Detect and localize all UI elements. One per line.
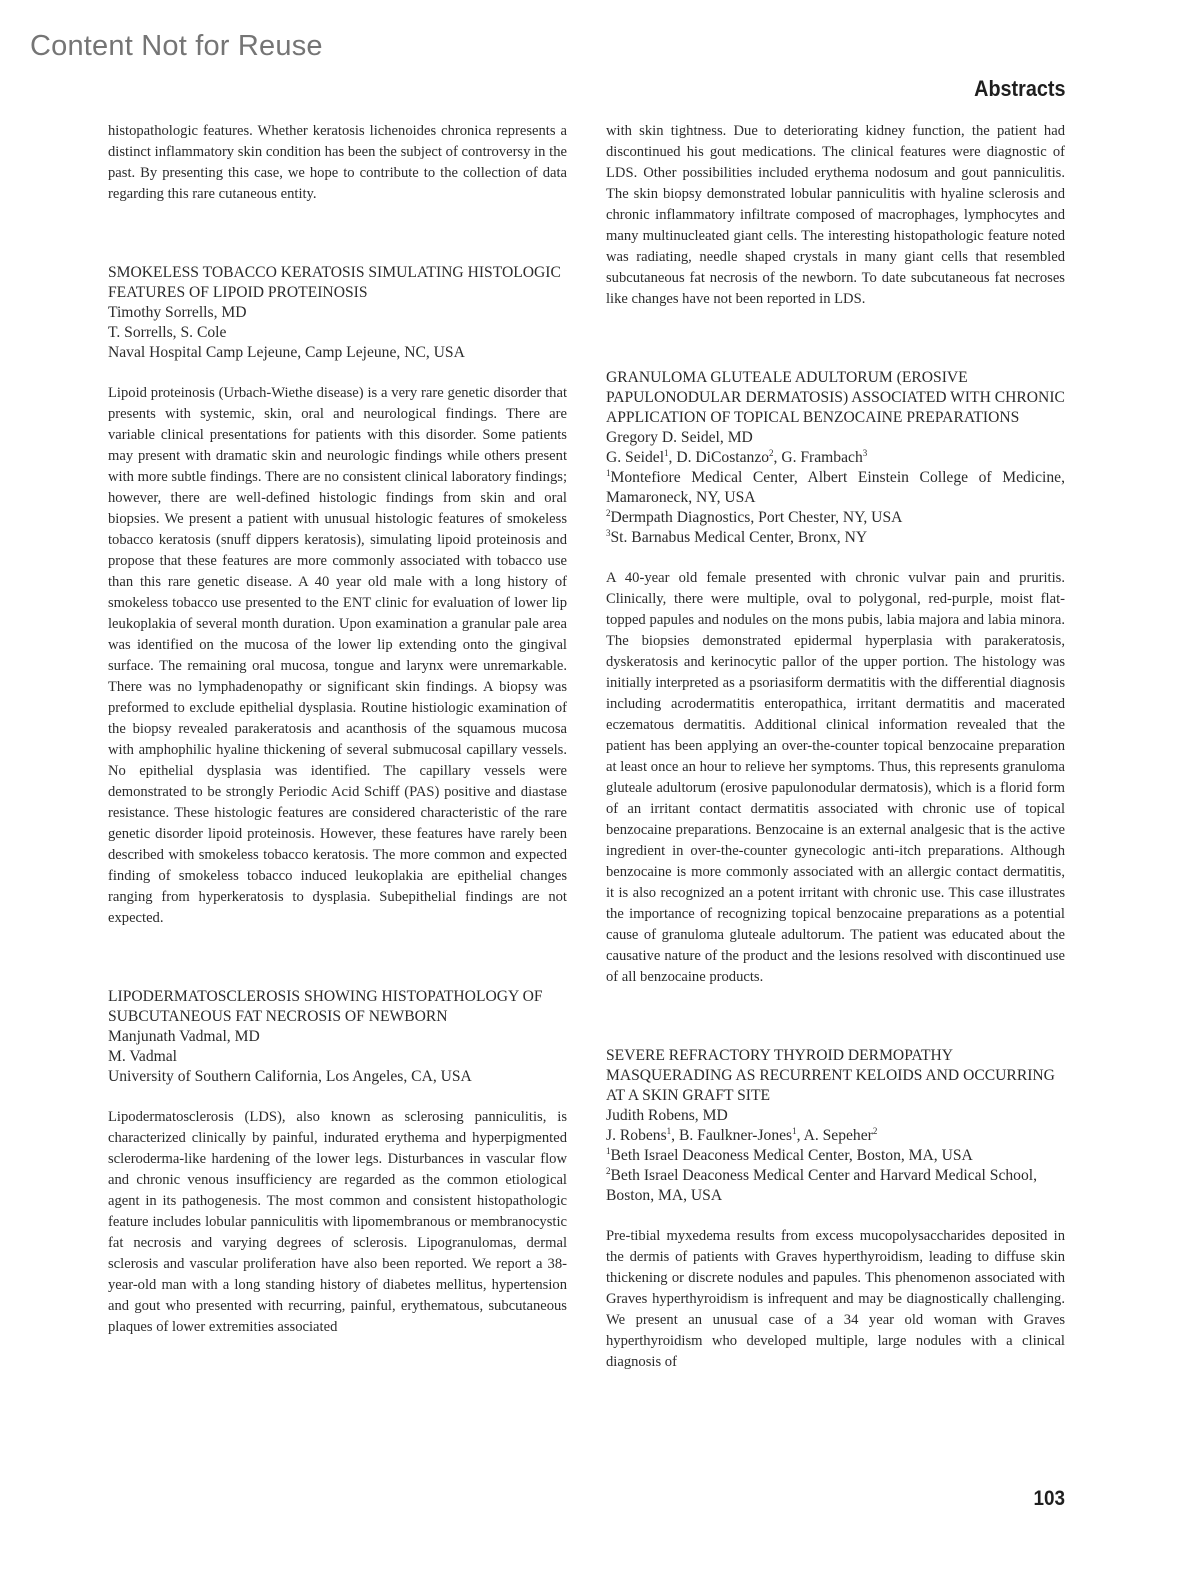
presenter: Timothy Sorrells, MD	[108, 304, 247, 321]
intro-text: histopathologic features. Whether keratosis lichenoides chronica represents a distinct inflammatory skin condition has been the subject of controversy in the past. By presenting this case, we hope to contribute to the collection of data regarding this rare cutaneous entity.	[108, 123, 567, 202]
author-name: D. DiCostanzo	[676, 449, 770, 466]
abstract-lipodermatosclerosis	[108, 987, 567, 1338]
abstract-smokeless-tobacco	[108, 263, 567, 929]
author-sep: ,	[668, 449, 677, 466]
authors	[606, 1126, 1065, 1146]
author-name: G. Frambach	[781, 449, 863, 466]
affiliation: $^1$Beth Israel Deaconess Medical Center, Boston, MA, USA	[606, 1145, 973, 1164]
affiliation: University of Southern California, Los Angeles, CA, USA	[108, 1068, 472, 1085]
author-sup: 2	[872, 1125, 878, 1136]
abstract-title: SEVERE REFRACTORY THYROID DERMOPATHY MASQUERADING AS RECURRENT KELOIDS AND OCCURRING AT A SKIN GRAFT SITE	[606, 1047, 1055, 1104]
presenter: Manjunath Vadmal, MD	[108, 1028, 260, 1045]
abstract-thyroid-dermopathy	[606, 1046, 1065, 1373]
affiliation-sup: 1	[606, 467, 611, 478]
affiliation: Naval Hospital Camp Lejeune, Camp Lejeune, NC, USA	[108, 344, 465, 361]
abstract-title: LIPODERMATOSCLEROSIS SHOWING HISTOPATHOLOGY OF SUBCUTANEOUS FAT NECROSIS OF NEWBORN	[108, 988, 543, 1025]
author-sup: 1	[664, 447, 669, 458]
affiliation-sup: 2	[606, 1165, 611, 1176]
abstract-title: GRANULOMA GLUTEALE ADULTORUM (EROSIVE PAPULONODULAR DERMATOSIS) ASSOCIATED WITH CHRONIC APPLICATION OF TOPICAL BENZOCAINE PREPARATIONS	[606, 369, 1065, 426]
author-sep: ,	[773, 449, 782, 466]
affiliation: $^2$Beth Israel Deaconess Medical Center and Harvard Medical School, Boston, MA, USA	[606, 1165, 1038, 1204]
affiliation-sup: 2	[606, 507, 611, 518]
abstract-body: Lipoid proteinosis (Urbach-Wiethe disease) is a very rare genetic disorder that presents with systemic, skin, oral and neurological findings. There are variable clinical presentations for patients with this disorder. Some patients may present with dramatic skin and neurologic findings while others present with more subtle findings. There are no consistent clinical laboratory findings; however, there are well-defined histologic findings from skin and oral biopsies. We present a patient with unusual histologic features of smokeless tobacco keratosis (snuff dippers keratosis), simulating lipoid proteinosis and propose that these features are more commonly associated with tobacco use than this rare genetic disease. A 40 year old male with a long history of smokeless tobacco use presented to the ENT clinic for evaluation of lower lip leukoplakia of several month duration. Upon examination a granular pale area was identified on the mucosa of the lower lip extending onto the gingival surface. The remaining oral mucosa, tongue and larynx were unremarkable. There was no lymphadenopathy or significant skin findings. A biopsy was preformed to exclude epithelial dysplasia. Routine histiologic examination of the biopsy revealed parakeratosis and acanthosis of the squamous mucosa with amphophilic hyaline thickening of several submucosal capillary vessels. No epithelial dysplasia was identified. The capillary vessels were demonstrated to be strongly Periodic Acid Schiff (PAS) positive and diastase resistance. These histologic features are considered characteristic of the rare genetic disorder lipoid proteinosis. However, these features have rarely been described with smokeless tobacco keratosis. The more common and expected finding of smokeless tobacco induced leukoplakia are epithelial changes ranging from hyperkeratosis to dysplasia. Subepithelial findings are not expected.	[108, 385, 567, 926]
authors: T. Sorrells, S. Cole	[108, 324, 227, 341]
right-column	[606, 121, 1065, 1373]
authors: M. Vadmal	[108, 1048, 178, 1065]
author-name: G. Seidel	[606, 449, 665, 466]
author-sup: 2	[769, 447, 774, 458]
abstract-body: Pre-tibial myxedema results from excess mucopolysaccharides deposited in the dermis of patients with Graves hyperthyroidism, leading to diffuse skin thickening or discrete nodules and papules. This phenomenon associated with Graves hyperthyroidism is infrequent and may be diagnostically challenging. We present an unusual case of a 34 year old woman with Graves hyperthyroidism who developed multiple, large nodules with a clinical diagnosis of	[606, 1228, 1065, 1370]
affiliation-sup: 3	[606, 527, 611, 538]
author-sup: 3	[862, 447, 868, 458]
page-number: 103	[1033, 1487, 1065, 1510]
author-sup: 1	[792, 1125, 797, 1136]
author-name: J. Robens	[606, 1127, 667, 1144]
author-sep: ,	[796, 1127, 804, 1144]
watermark: Content Not for Reuse	[30, 30, 323, 62]
abstract-body: A 40-year old female presented with chronic vulvar pain and pruritis. Clinically, there were multiple, oval to polygonal, red-purple, moist flat-topped papules and nodules on the mons pubis, labia majora and labia minora. The biopsies demonstrated epidermal hyperplasia with parakeratosis, dyskeratosis and kerinocytic pallor of the upper portion. The histology was initially interpreted as a psoriasiform dermatitis with the differential diagnosis including acrodermatitis enteropathica, irritant dermatitis and macerated eczematous dermatitis. Additional clinical information revealed that the patient has been applying an over-the-counter topical benzocaine preparation at least once an hour to relieve her symptoms. Thus, this represents granuloma gluteale adultorum (erosive papulonodular dermatosis), which is a florid form of an irritant contact dermatitis associated with chronic use of topical benzocaine preparations. Benzocaine is an external analgesic that is the active ingredient in over-the-counter gynecologic anti-itch preparations. Although benzocaine is more commonly associated with an allergic contact dermatitis, it is also recognized an a potent irritant with chronic use. This case illustrates the importance of recognizing topical benzocaine preparations as a potential cause of granuloma gluteale adultorum. The patient was educated about the causative nature of the product and the lesions resolved with discontinued use of all benzocaine products.	[606, 570, 1065, 985]
continuation-text: with skin tightness. Due to deteriorating kidney function, the patient had discontinued his gout medications. The clinical features were diagnostic of LDS. Other possibilities included erythema nodosum and gout panniculitis. The skin biopsy demonstrated lobular panniculitis with hyaline sclerosis and chronic inflammatory infiltrate composed of macrophages, lymphocytes and many multinucleated giant cells. The interesting histopathologic feature noted was radiating, needle shaped crystals in many giant cells that resembled subcutaneous fat necrosis of the newborn. To date subcutaneous fat necroses like changes have not been reported in LDS.	[606, 123, 1065, 307]
left-column	[108, 121, 567, 1338]
presenter: Gregory D. Seidel, MD	[606, 429, 753, 446]
affiliation: $^3$St. Barnabus Medical Center, Bronx, NY	[606, 527, 868, 546]
abstract-body: Lipodermatosclerosis (LDS), also known as sclerosing panniculitis, is characterized clinically by painful, indurated erythema and hyperpigmented scleroderma-like hardening of the lower legs. Disturbances in vascular flow and chronic venous insufficiency are regarded as the common etiological agent in its pathogenesis. The most common and consistent histopathologic feature includes lobular panniculitis with lipomembranous or membranocystic fat necrosis and varying degrees of sclerosis. Lipogranulomas, dermal sclerosis and vascular proliferation have also been reported. We report a 38-year-old man with a long standing history of diabetes mellitus, hypertension and gout who presented with recurring, painful, erythematous, subcutaneous plaques of lower extremities associated	[108, 1109, 567, 1335]
author-sup: 1	[666, 1125, 672, 1136]
section-label: Abstracts	[973, 76, 1065, 101]
author-name: B. Faulkner-Jones	[678, 1127, 793, 1144]
author-sep: ,	[671, 1127, 679, 1144]
affiliation: $^2$Dermpath Diagnostics, Port Chester, NY, USA	[606, 507, 903, 526]
affiliation-sup: 1	[606, 1145, 611, 1156]
authors	[606, 448, 1065, 468]
abstract-granuloma-gluteale	[606, 368, 1065, 988]
author-name: A. Sepeher	[803, 1127, 873, 1144]
presenter: Judith Robens, MD	[606, 1107, 728, 1124]
abstract-title: SMOKELESS TOBACCO KERATOSIS SIMULATING HISTOLOGIC FEATURES OF LIPOID PROTEINOSIS	[108, 264, 561, 301]
affiliation: $^1$Montefiore Medical Center, Albert Einstein College of Medicine, Mamaroneck, NY, USA	[606, 467, 1065, 506]
